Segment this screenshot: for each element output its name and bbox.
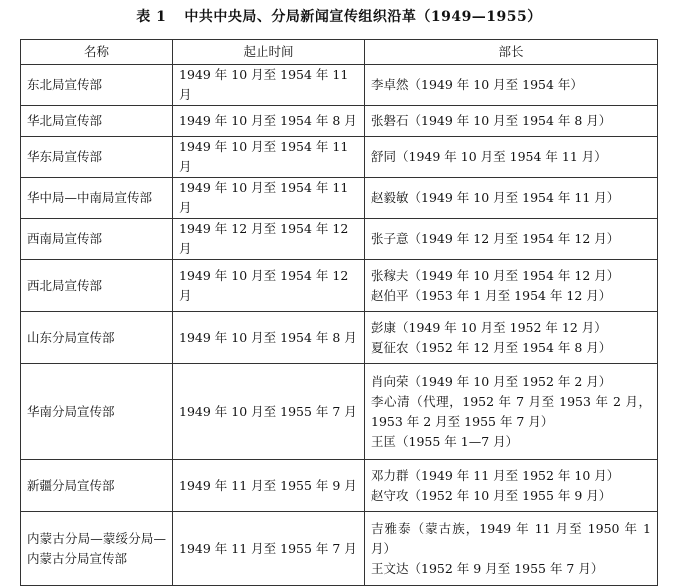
row-heads	[365, 65, 658, 106]
row-heads	[365, 219, 658, 260]
row-period: 1949 年 10 月至 1954 年 11 月	[173, 178, 365, 219]
head-entry: 李心清（代理，1952 年 7 月至 1953 年 2 月，1953 年 2 月至 1955 年 7 月）	[371, 393, 651, 429]
head-entry: 王匡（1955 年 1—7 月）	[371, 433, 519, 449]
table-title: 中共中央局、分局新闻宣传组织沿革（1949—1955）	[184, 9, 542, 25]
table-row	[21, 178, 658, 219]
header-name: 名称	[21, 40, 173, 65]
head-entry: 彭康（1949 年 10 月至 1952 年 12 月）	[371, 319, 607, 335]
head-entry: 舒同（1949 年 10 月至 1954 年 11 月）	[371, 149, 607, 164]
row-heads	[365, 512, 658, 586]
row-heads	[365, 106, 658, 137]
row-heads	[365, 137, 658, 178]
row-name: 华中局—中南局宣传部	[21, 178, 173, 219]
row-period: 1949 年 11 月至 1955 年 9 月	[173, 460, 365, 512]
row-name: 山东分局宣传部	[21, 312, 173, 364]
row-period: 1949 年 11 月至 1955 年 7 月	[173, 512, 365, 586]
head-entry: 张稼夫（1949 年 10 月至 1954 年 12 月）	[371, 267, 620, 283]
head-entry: 肖向荣（1949 年 10 月至 1952 年 2 月）	[371, 373, 612, 389]
row-name: 华北局宣传部	[21, 106, 173, 137]
history-table	[20, 39, 658, 586]
row-name: 西北局宣传部	[21, 260, 173, 312]
row-heads	[365, 260, 658, 312]
table-row	[21, 512, 658, 586]
header-head: 部长	[365, 40, 658, 65]
table-number: 表 1	[136, 9, 167, 25]
row-heads	[365, 364, 658, 460]
row-period: 1949 年 10 月至 1954 年 8 月	[173, 106, 365, 137]
row-period: 1949 年 12 月至 1954 年 12 月	[173, 219, 365, 260]
table-row	[21, 137, 658, 178]
table-row	[21, 460, 658, 512]
head-entry: 吉雅泰（蒙古族，1949 年 11 月至 1950 年 1 月）	[371, 520, 651, 556]
table-row	[21, 219, 658, 260]
head-entry: 张子意（1949 年 12 月至 1954 年 12 月）	[371, 231, 620, 246]
header-row	[21, 40, 658, 65]
head-entry: 赵伯平（1953 年 1 月至 1954 年 12 月）	[371, 287, 612, 303]
row-period: 1949 年 10 月至 1954 年 11 月	[173, 65, 365, 106]
row-name: 东北局宣传部	[21, 65, 173, 106]
row-name: 华东局宣传部	[21, 137, 173, 178]
head-entry: 夏征农（1952 年 12 月至 1954 年 8 月）	[371, 339, 612, 355]
row-name: 内蒙古分局—蒙绥分局—内蒙古分局宣传部	[21, 512, 173, 586]
row-heads	[365, 460, 658, 512]
row-name: 西南局宣传部	[21, 219, 173, 260]
head-entry: 张磐石（1949 年 10 月至 1954 年 8 月）	[371, 113, 612, 128]
table-row	[21, 312, 658, 364]
table-row	[21, 65, 658, 106]
header-period: 起止时间	[173, 40, 365, 65]
table-caption	[0, 6, 678, 26]
row-period: 1949 年 10 月至 1954 年 8 月	[173, 312, 365, 364]
head-entry: 王文达（1952 年 9 月至 1955 年 7 月）	[371, 560, 604, 576]
table-row	[21, 106, 658, 137]
head-entry: 李卓然（1949 年 10 月至 1954 年）	[371, 77, 583, 92]
head-entry: 赵守攻（1952 年 10 月至 1955 年 9 月）	[371, 487, 612, 503]
row-name: 华南分局宣传部	[21, 364, 173, 460]
head-entry: 邓力群（1949 年 11 月至 1952 年 10 月）	[371, 467, 620, 483]
head-entry: 赵毅敏（1949 年 10 月至 1954 年 11 月）	[371, 190, 620, 205]
row-period: 1949 年 10 月至 1954 年 11 月	[173, 137, 365, 178]
table-row	[21, 260, 658, 312]
row-heads	[365, 312, 658, 364]
row-period: 1949 年 10 月至 1954 年 12 月	[173, 260, 365, 312]
row-heads	[365, 178, 658, 219]
row-name: 新疆分局宣传部	[21, 460, 173, 512]
row-period: 1949 年 10 月至 1955 年 7 月	[173, 364, 365, 460]
table-row	[21, 364, 658, 460]
